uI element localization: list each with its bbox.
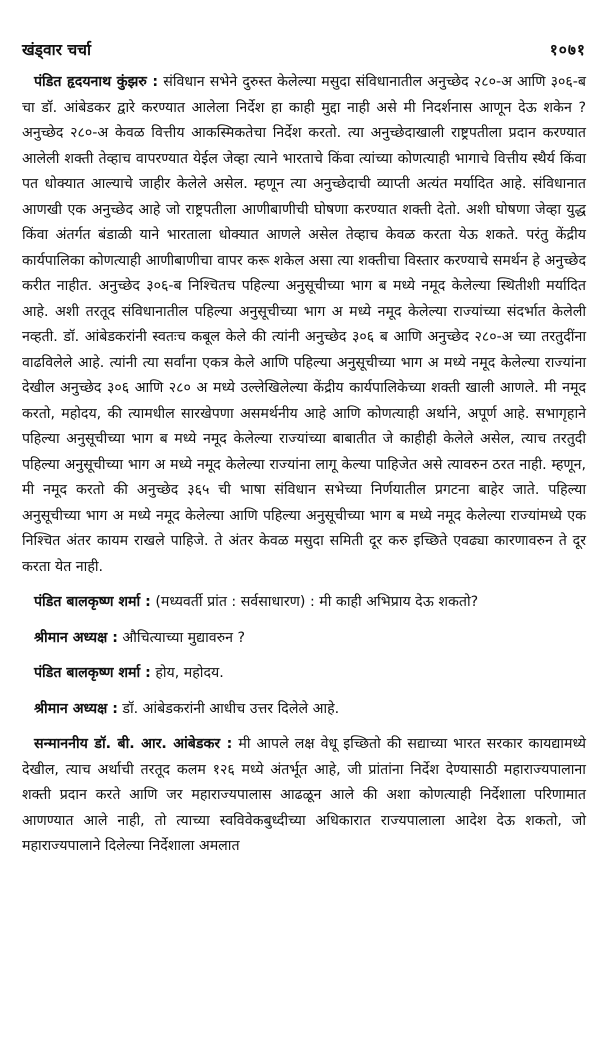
speaker-name: पंडित हृदयनाथ कुंझरु : (34, 74, 159, 90)
speech-paragraph (22, 732, 586, 860)
section-title: खंड्वार चर्चा (22, 41, 92, 59)
speaker-name: पंडित बालकृष्ण शर्मा : (34, 594, 151, 610)
speech-paragraph (22, 590, 586, 616)
speech-text: डॉ. आंबेडकरांनी आधीच उत्तर दिलेले आहे. (117, 700, 340, 717)
page-number: १०७१ (549, 41, 586, 59)
speaker-name: सन्माननीय डॉ. बी. आर. आंबेडकर : (34, 736, 233, 752)
speech-text: (मध्यवर्ती प्रांत : सर्वसाधारण) : मी काही अभिप्राय देऊ शकतो? (150, 594, 479, 610)
speech-text: औचित्याच्या मुद्यावरुन ? (117, 629, 246, 646)
speech-paragraph (22, 697, 586, 723)
page-header (22, 38, 586, 60)
speech-text: होय, महोदय. (150, 665, 224, 681)
speech-paragraph (22, 661, 586, 687)
speech-paragraph (22, 70, 586, 580)
speech-text: मी आपले लक्ष वेधू इच्छितो की सद्याच्या भारत सरकार कायद्यामध्ये देखील, त्याच अर्थाची तरतूद कलम १२६ मध्ये अंतर्भूत आहे, जी प्रांतांना निर्देश देण्यासाठी महाराज्यपालाना शक्ती प्रदान करते आणि जर महाराज्यपालास आढळून आले की अशा कोणत्याही निर्देशाला परिणामात आणण्यात आले नाही, तो त्याच्या स्वविवेकबुध्दीच्या अधिकारात राज्यपालाला आदेश देऊ शकतो, जो महाराज्यपालाने दिलेल्या निर्देशाला अमलात (22, 736, 587, 854)
speaker-name: श्रीमान अध्यक्ष : (34, 629, 118, 646)
speech-paragraph (22, 626, 586, 652)
speech-text: संविधान सभेने दुरुस्त केलेल्या मसुदा संविधानातील अनुच्छेद २८०-अ आणि ३०६-ब चा डॉ. आंबेडकर द्वारे करण्यात आलेला निर्देश हा काही मुद्दा नाही असे मी निदर्शनास आणून देऊ शकेन ? अनुच्छेद २८०-अ केवळ वित्तीय आकस्मिकतेचा निर्देश करतो. त्या अनुच्छेदाखाली राष्ट्रपतीला प्रदान करण्यात आलेली शक्ती तेव्हाच वापरण्यात येईल जेव्हा त्याने भारताचे किंवा त्यांच्या कोणत्याही भागाचे वित्तीय स्थैर्य किंवा पत धोक्यात आल्याचे जाहीर केलेले असेल. म्हणून त्या अनुच्छेदाची व्याप्ती अत्यंत मर्यादित आहे. संविधानात आणखी एक अनुच्छेद आहे जो राष्ट्रपतीला आणीबाणीची घोषणा करण्यात शक्ती देतो. अशी घोषणा जेव्हा युद्ध किंवा अंतर्गत बंडाळी याने भारताला धोक्यात आणले असेल तेव्हाच केवळ करता येऊ शकते. परंतु केंद्रीय कार्यपालिका कोणत्याही आणीबाणीचा वापर करू शकेल असा त्या शक्तीचा विस्तार करण्याचे समर्थन हे अनुच्छेद करीत नाहीत. अनुच्छेद ३०६-ब निश्चितच पहिल्या अनुसूचीच्या भाग ब मध्ये नमूद केलेल्या स्थितीशी मर्यादित आहे. अशी तरतूद संविधानातील पहिल्या अनुसूचीच्या भाग अ मध्ये नमूद केलेल्या राज्यांच्या संदर्भात केलेली नव्हती. डॉ. आंबेडकरांनी स्वतःच कबूल केले की त्यांनी अनुच्छेद ३०६ ब आणि अनुच्छेद २८०-अ च्या तरतुदींना वाढविलेले आहे. त्यांनी त्या सर्वांना एकत्र केले आणि पहिल्या अनुसूचीच्या भाग अ मध्ये नमूद केलेल्या राज्यांना देखील अनुच्छेद ३०६ आणि २८० अ मध्ये उल्लेखिलेल्या केंद्रीय कार्यपालिकेच्या शक्ती खाली आणले. मी नमूद करतो, महोदय, की त्यामधील सारखेपणा असमर्थनीय आहे आणि कोणत्याही अर्थाने, अपूर्ण आहे. सभागृहाने पहिल्या अनुसूचीच्या भाग ब मध्ये नमूद केलेल्या राज्यांच्या बाबातीत जे काहीही केलेले असेल, त्याच तरतुदी पहिल्या अनुसूचीच्या भाग अ मध्ये नमूद केलेल्या राज्यांना लागू केल्या पाहिजेत असे त्यावरुन ठरत नाही. म्हणून, मी नमूद करतो की अनुच्छेद ३६५ ची भाषा संविधान सभेच्या निर्णयातील प्रगटना बाहेर जाते. पहिल्या अनुसूचीच्या भाग अ मध्ये नमूद केलेल्या आणि पहिल्या अनुसूचीच्या भाग ब मध्ये नमूद केलेल्या राज्यांमध्ये एक निश्चित अंतर कायम राखले पाहिजे. ते अंतर केवळ मसुदा समिती दूर करु इच्छिते एवढ्या कारणावरुन ते दूर करता येत नाही. (22, 74, 586, 575)
speaker-name: पंडित बालकृष्ण शर्मा : (34, 665, 151, 681)
speaker-name: श्रीमान अध्यक्ष : (34, 700, 118, 717)
